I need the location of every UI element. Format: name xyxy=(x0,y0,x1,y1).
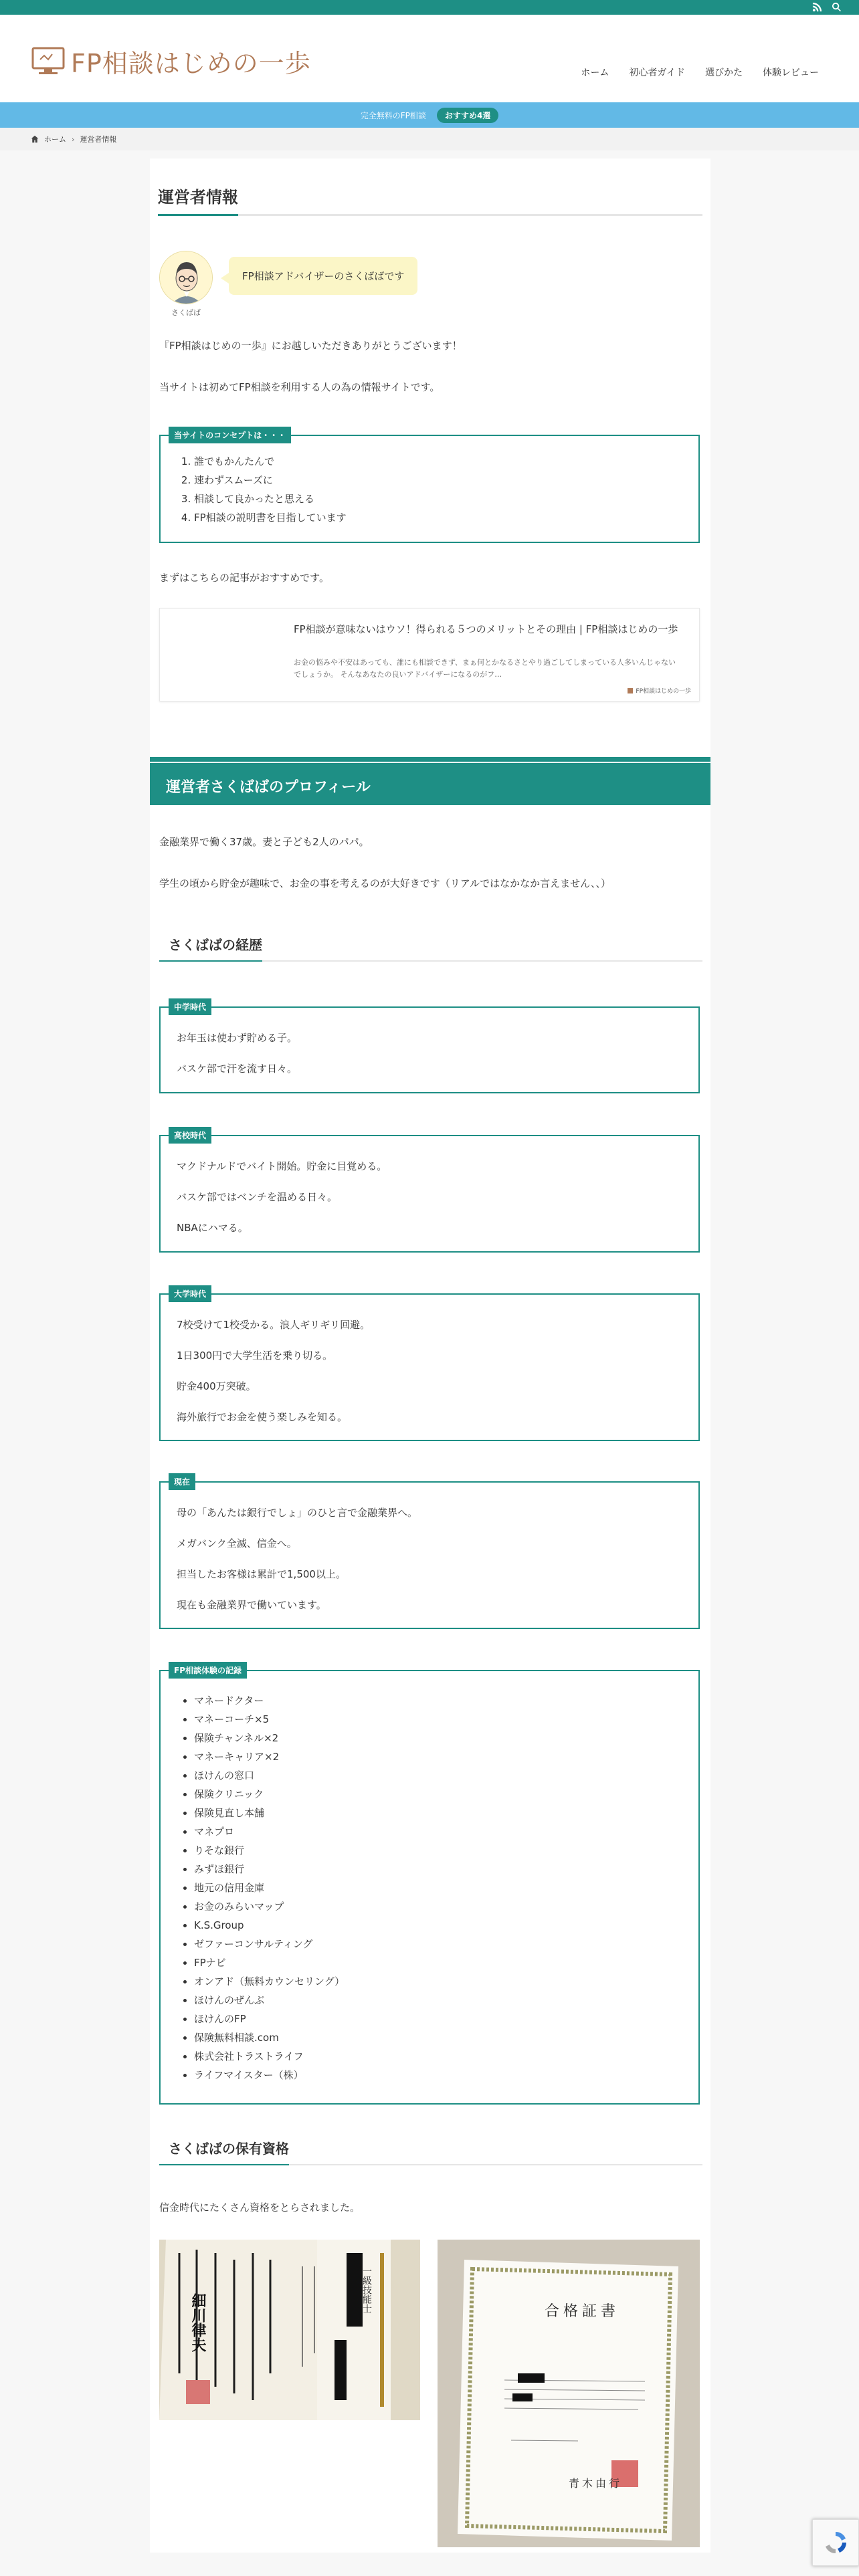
career-label: 中学時代 xyxy=(169,998,211,1015)
intro-text-2: 当サイトは初めてFP相談を利用する人の為の情報サイトです。 xyxy=(159,381,440,393)
cert1-title: 一級技能士 xyxy=(361,2266,372,2313)
list-item: • マネードクター xyxy=(194,1691,345,1710)
profile-heading xyxy=(150,757,710,805)
breadcrumb xyxy=(0,128,859,150)
breadcrumb-home[interactable]: ホーム xyxy=(44,135,66,144)
profile-text-1: 金融業界で働く37歳。妻と子ども2人のパパ。 xyxy=(159,836,369,848)
career-label: 大学時代 xyxy=(169,1285,211,1302)
site-favicon-icon xyxy=(628,688,633,693)
site-logo[interactable] xyxy=(31,43,311,80)
list-item: • りそな銀行 xyxy=(194,1841,345,1860)
career-line: 担当したお客様は累計で1,500以上。 xyxy=(177,1568,346,1580)
qualification-text: 信金時代にたくさん資格をとらされました。 xyxy=(159,2202,361,2214)
list-item: • ライフマイスター（株） xyxy=(194,2066,345,2084)
card-thumbnail xyxy=(172,621,284,690)
list-item: • マネーキャリア×2 xyxy=(194,1747,345,1766)
speech-bubble: FP相談アドバイザーのさくばばです xyxy=(229,257,417,295)
nav-beginner-guide[interactable]: 初心者ガイド xyxy=(629,68,685,78)
concept-list xyxy=(171,452,347,527)
certificate-photo-1 xyxy=(159,2240,420,2420)
list-item: • FPナビ xyxy=(194,1953,345,1972)
list-item: • K.S.Group xyxy=(194,1916,345,1935)
page-title: 運営者情報 xyxy=(158,183,702,216)
card-description: お金の悩みや不安はあっても、誰にも相談できず、まぁ何とかなるさとやり過ごしてしまっている人多いんじゃないでしょうか。 そんなあなたの良いアドバイザーになるのがフ… xyxy=(294,658,676,679)
list-item: 4. FP相談の説明書を目指しています xyxy=(194,508,347,527)
nav-review[interactable]: 体験レビュー xyxy=(763,68,819,78)
list-item: • 保険チャンネル×2 xyxy=(194,1729,345,1747)
card-title: FP相談が意味ないはウソ！得られる５つのメリットとその理由 | FP相談はじめの一歩 xyxy=(294,623,678,635)
profile-heading-text: 運営者さくばばのプロフィール xyxy=(166,779,371,796)
career-line: お年玉は使わず貯める子。 xyxy=(177,1032,298,1044)
career-box-present xyxy=(159,1477,700,1629)
main-article xyxy=(150,158,710,2553)
list-item: • ほけんの窓口 xyxy=(194,1766,345,1785)
avatar-face-icon xyxy=(160,251,213,304)
avatar xyxy=(159,251,213,304)
list-item: • 保険クリニック xyxy=(194,1785,345,1804)
career-line: NBAにハマる。 xyxy=(177,1222,248,1234)
career-line: 7校受けて1校受かる。浪人ギリギリ回避。 xyxy=(177,1319,371,1331)
career-line: メガバンク全滅、信金へ。 xyxy=(177,1537,297,1549)
list-item: • ゼファーコンサルティング xyxy=(194,1935,345,1953)
career-box-junior-high xyxy=(159,1002,700,1093)
experience-box xyxy=(159,1666,700,2105)
notice-bar[interactable] xyxy=(0,102,859,128)
rss-icon[interactable] xyxy=(812,2,822,12)
intro-text-1: 『FP相談はじめの一歩』にお越しいただきありがとうございます！ xyxy=(159,340,462,352)
card-source-text: FP相談はじめの一歩 xyxy=(636,688,691,695)
speech-author xyxy=(159,251,213,318)
recaptcha-badge[interactable] xyxy=(812,2519,859,2566)
home-icon xyxy=(31,135,39,143)
notice-button[interactable]: おすすめ4選 xyxy=(437,108,498,123)
list-item: 1. 誰でもかんたんで xyxy=(194,452,347,471)
logo-text: FP相談はじめの一歩 xyxy=(71,49,311,78)
list-item: • ほけんのFP xyxy=(194,2010,345,2028)
career-line: バスケ部ではベンチを温める日々。 xyxy=(177,1191,338,1203)
career-line: 1日300円で大学生活を乗り切る。 xyxy=(177,1350,333,1362)
certificate-paper-illustration xyxy=(438,2240,700,2547)
top-bar xyxy=(0,0,859,15)
site-header xyxy=(0,15,859,102)
profile-text-2: 学生の頃から貯金が趣味で、お金の事を考えるのが大好きです（リアルではなかなか言えません、、） xyxy=(159,877,611,889)
concept-label: 当サイトのコンセプトは・・・ xyxy=(169,427,291,443)
nav-home[interactable]: ホーム xyxy=(581,68,609,78)
experience-label: FP相談体験の記録 xyxy=(169,1662,247,1679)
list-item: • 保険無料相談.com xyxy=(194,2028,345,2047)
career-line: 海外旅行でお金を使う楽しみを知る。 xyxy=(177,1411,348,1423)
blog-card[interactable] xyxy=(159,608,700,702)
list-item: 3. 相談して良かったと思える xyxy=(194,490,347,508)
career-label: 現在 xyxy=(169,1473,195,1490)
career-line: 貯金400万突破。 xyxy=(177,1380,256,1392)
career-line: マクドナルドでバイト開始。貯金に目覚める。 xyxy=(177,1160,387,1172)
recaptcha-icon xyxy=(822,2529,849,2556)
concept-box xyxy=(159,431,700,543)
cert2-title: 合格証書 xyxy=(545,2303,620,2320)
list-item: • ほけんのぜんぶ xyxy=(194,1991,345,2010)
monitor-logo-icon xyxy=(31,46,66,77)
career-box-university xyxy=(159,1289,700,1441)
list-item: • マネーコーチ×5 xyxy=(194,1710,345,1729)
global-nav xyxy=(581,66,819,79)
notice-text: 完全無料のFP相談 xyxy=(360,110,426,120)
list-item: 2. 速わずスムーズに xyxy=(194,471,347,490)
experience-list xyxy=(171,1691,345,2084)
list-item: • マネプロ xyxy=(194,1822,345,1841)
nav-how-to-choose[interactable]: 選びかた xyxy=(705,68,743,78)
list-item: • みずほ銀行 xyxy=(194,1860,345,1879)
avatar-name: さくばば xyxy=(171,308,201,317)
list-item: • お金のみらいマップ xyxy=(194,1897,345,1916)
cert2-signer: 青木由行 xyxy=(569,2477,623,2490)
cert1-signer: 細川律夫 xyxy=(189,2293,206,2352)
list-item: • 地元の信用金庫 xyxy=(194,1879,345,1897)
qualification-heading: さくばばの保有資格 xyxy=(159,2138,702,2165)
career-box-high-school xyxy=(159,1131,700,1253)
card-source xyxy=(628,686,691,695)
career-line: バスケ部で汗を流す日々。 xyxy=(177,1063,298,1075)
career-line: 母の「あんたは銀行でしょ」のひと言で金融業界へ。 xyxy=(177,1507,418,1519)
certificate-photo-2 xyxy=(438,2240,700,2547)
chevron-right-icon: › xyxy=(72,134,75,144)
career-label: 高校時代 xyxy=(169,1127,211,1144)
search-icon[interactable] xyxy=(832,2,842,12)
career-heading: さくばばの経歴 xyxy=(159,934,702,962)
list-item: • 保険見直し本舗 xyxy=(194,1804,345,1822)
breadcrumb-current: 運営者情報 xyxy=(80,135,117,144)
list-item: • オンアド（無料カウンセリング） xyxy=(194,1972,345,1991)
recommend-text: まずはこちらの記事がおすすめです。 xyxy=(159,572,329,584)
career-line: 現在も金融業界で働いています。 xyxy=(177,1599,326,1611)
list-item: • 株式会社トラストライフ xyxy=(194,2047,345,2066)
